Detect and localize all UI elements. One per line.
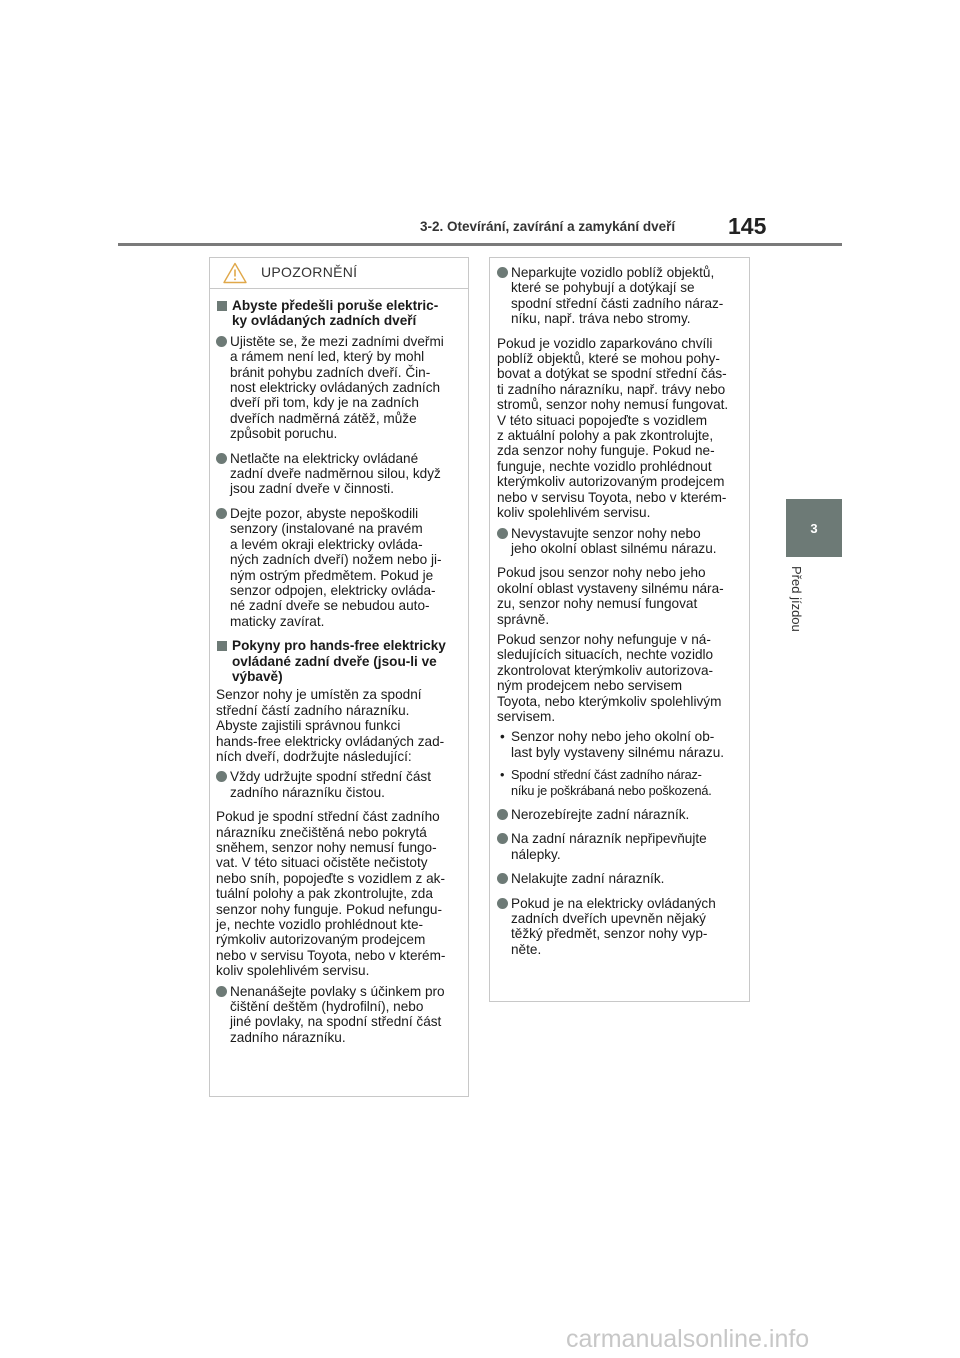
- section-heading-hands-free: Pokyny pro hands-free elektricky ovládané zadní dveře (jsou-li ve výbavě): [216, 638, 459, 684]
- paragraph: Pokud jsou senzor nohy nebo jeho okolní oblast vystaveny silnému nára- zu, senzor nohy nemusí fungovat správně.: [497, 565, 724, 627]
- warning-label: UPOZORNĚNÍ: [261, 264, 358, 281]
- paragraph: Pokud je vozidlo zaparkováno chvíli poblíž objektů, které se mohou pohy- bovat a dotýkat se spodní střední čás- ti zadního nárazníku, např. trávy nebo stromů, senzor nohy nemusí fungovat. V této situaci popojeďte s vozidlem z aktuální polohy a pak zkontrolujte, zda senzor nohy funguje. Pokud ne- funguje, nechte vozidlo prohlédnout kterýmkoliv autorizovaným prodejcem nebo v servisu Toyota, nebo v kterém- koliv spolehlivém servisu.: [497, 335, 729, 521]
- watermark: carmanualsonline.info: [566, 1325, 810, 1353]
- list-item: Dejte pozor, abyste nepoškodili senzory (instalované na pravém a levém okraji elektricky ovláda- ných zadních dveří) nožem nebo ji- ným ostrým předmětem. Pokud je senzor odpojen, elektricky ovláda- né zadní dveře se nebudou auto- maticky zavírat.: [216, 506, 459, 629]
- chapter-title: Před jízdou: [789, 566, 804, 632]
- bullet-item: • Spodní střední část zadního náraz- níku je poškrábaná nebo poškozená.: [497, 768, 741, 799]
- paragraph: Senzor nohy je umístěn za spodní střední částí zadního nárazníku. Abyste zajistili správnou funkci hands-free elektricky ovládaných zad- ních dveří, dodržujte následující:: [216, 687, 445, 764]
- header-rule: [118, 243, 842, 246]
- section-heading: 3-2. Otevírání, zavírání a zamykání dveří: [420, 219, 676, 234]
- section-heading-prevent-failure: Abyste předešli poruše elektric- ky ovládaných zadních dveří: [216, 298, 459, 329]
- list-item: Netlačte na elektricky ovládané zadní dveře nadměrnou silou, když jsou zadní dveře v činnosti.: [216, 451, 459, 497]
- warning-header: [210, 258, 468, 289]
- list-item: Pokud je na elektricky ovládaných zadních dveřích upevněn nějaký těžký předmět, senzor nohy vyp- něte.: [497, 896, 741, 958]
- list-item: Nevystavujte senzor nohy nebo jeho okolní oblast silnému nárazu.: [497, 526, 741, 557]
- paragraph: Pokud je spodní střední část zadního nárazníku znečištěná nebo pokrytá sněhem, senzor nohy nemusí fungo- vat. V této situaci očistěte nečistoty nebo sníh, popojeďte s vozidlem z ak- tuální polohy a pak zkontrolujte, zda senzor nohy funguje. Pokud nefungu- je, nechte vozidlo prohlédnout kte- rýmkoliv autorizovaným prodejcem nebo v servisu Toyota, nebo v kterém- koliv spolehlivém servisu.: [216, 809, 446, 979]
- list-item: Ujistěte se, že mezi zadními dveřmi a rámem není led, který by mohl bránit pohybu zadních dveří. Čin- nost elektricky ovládaných zadních dveří při tom, kdy je na zadních dveřích nadměrná zátěž, může způsobit poruchu.: [216, 334, 459, 442]
- list-item: Nelakujte zadní nárazník.: [497, 871, 741, 886]
- page-number: 145: [728, 213, 767, 239]
- list-item: Neparkujte vozidlo poblíž objektů, které se pohybují a dotýkají se spodní střední části zadního náraz- níku, např. tráva nebo stromy.: [497, 265, 741, 327]
- warning-triangle-icon: [223, 262, 247, 284]
- list-item: Vždy udržujte spodní střední část zadního nárazníku čistou.: [216, 769, 459, 800]
- warning-box-right: [489, 257, 750, 1002]
- list-item: Na zadní nárazník nepřipevňujte nálepky.: [497, 831, 741, 862]
- chapter-tab: 3: [786, 499, 842, 557]
- warning-box-left: [209, 257, 469, 1097]
- bullet-item: • Senzor nohy nebo jeho okolní ob- last byly vystaveny silnému nárazu.: [497, 729, 741, 760]
- list-item: Nenanášejte povlaky s účinkem pro čištění deštěm (hydrofilní), nebo jiné povlaky, na spodní střední část zadního nárazníku.: [216, 984, 459, 1046]
- paragraph: Pokud senzor nohy nefunguje v ná- sledujících situacích, nechte vozidlo zkontrolovat kterýmkoliv autorizova- ným prodejcem nebo servisem Toyota, nebo kterýmkoliv spolehlivým servisem.: [497, 631, 722, 724]
- list-item: Nerozebírejte zadní nárazník.: [497, 807, 741, 822]
